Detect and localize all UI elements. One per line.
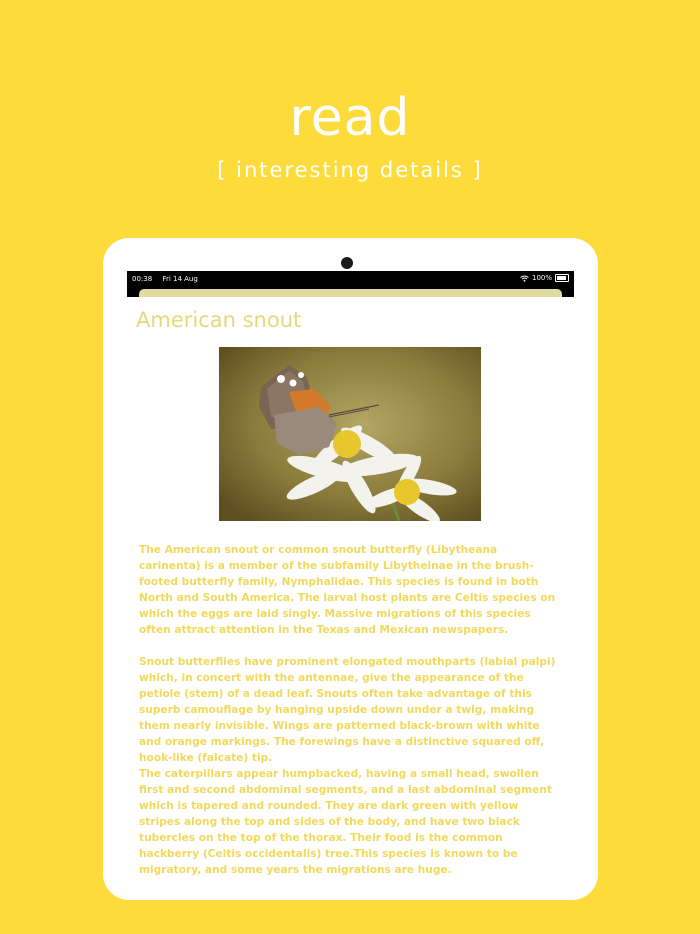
article-paragraph: Snout butterflies have prominent elongated mouthparts (labial palpi) which, in concert with the antennae, give the appearance of the petiole (stem) of a dead leaf. Snouts often take advantage of this superb camouflage by hanging upside down under a twig, making them nearly invisible. Wings are patterned black-brown with white and orange markings. The forewings have a distinctive squared off, hook-like (falcate) tip. bbox=[139, 656, 556, 764]
article-paragraph: The American snout or common snout butterfly (Libytheana carinenta) is a member of the subfamily Libytheinae in the brush-footed butterfly family, Nymphalidae. This species is found in both North and South America. The larval host plants are Celtis species on which the eggs are laid singly. Massive migrations of this species often attract attention in the Texas and Mexican newspapers. bbox=[139, 544, 556, 636]
tablet-frame bbox=[103, 238, 598, 900]
tablet-screen bbox=[127, 271, 574, 900]
battery-icon bbox=[555, 274, 569, 282]
front-camera bbox=[341, 257, 353, 269]
article-title: American snout bbox=[136, 308, 302, 332]
butterfly-photo bbox=[219, 347, 481, 521]
promo-subline: [ interesting details ] bbox=[217, 158, 483, 182]
wifi-icon bbox=[520, 275, 529, 282]
article-paragraph: The caterpillars appear humpbacked, having a small head, swollen first and second abdominal segments, and a last abdominal segment which is tapered and rounded. They are dark green with yellow stripes along the top and sides of the body, and have two black tubercles on the top of the thorax. Their food is the common hackberry (Celtis occidentalis) tree.This species is known to be migratory, and some years the migrations are huge. bbox=[139, 768, 552, 876]
navigation-bar-surface bbox=[139, 289, 562, 297]
status-time: 00:38 bbox=[132, 275, 153, 283]
status-bar bbox=[127, 271, 574, 289]
status-date: Fri 14 Aug bbox=[162, 275, 198, 283]
article-body bbox=[139, 542, 559, 878]
battery-percent: 100% bbox=[531, 274, 552, 282]
promo-headline: read bbox=[289, 88, 411, 148]
